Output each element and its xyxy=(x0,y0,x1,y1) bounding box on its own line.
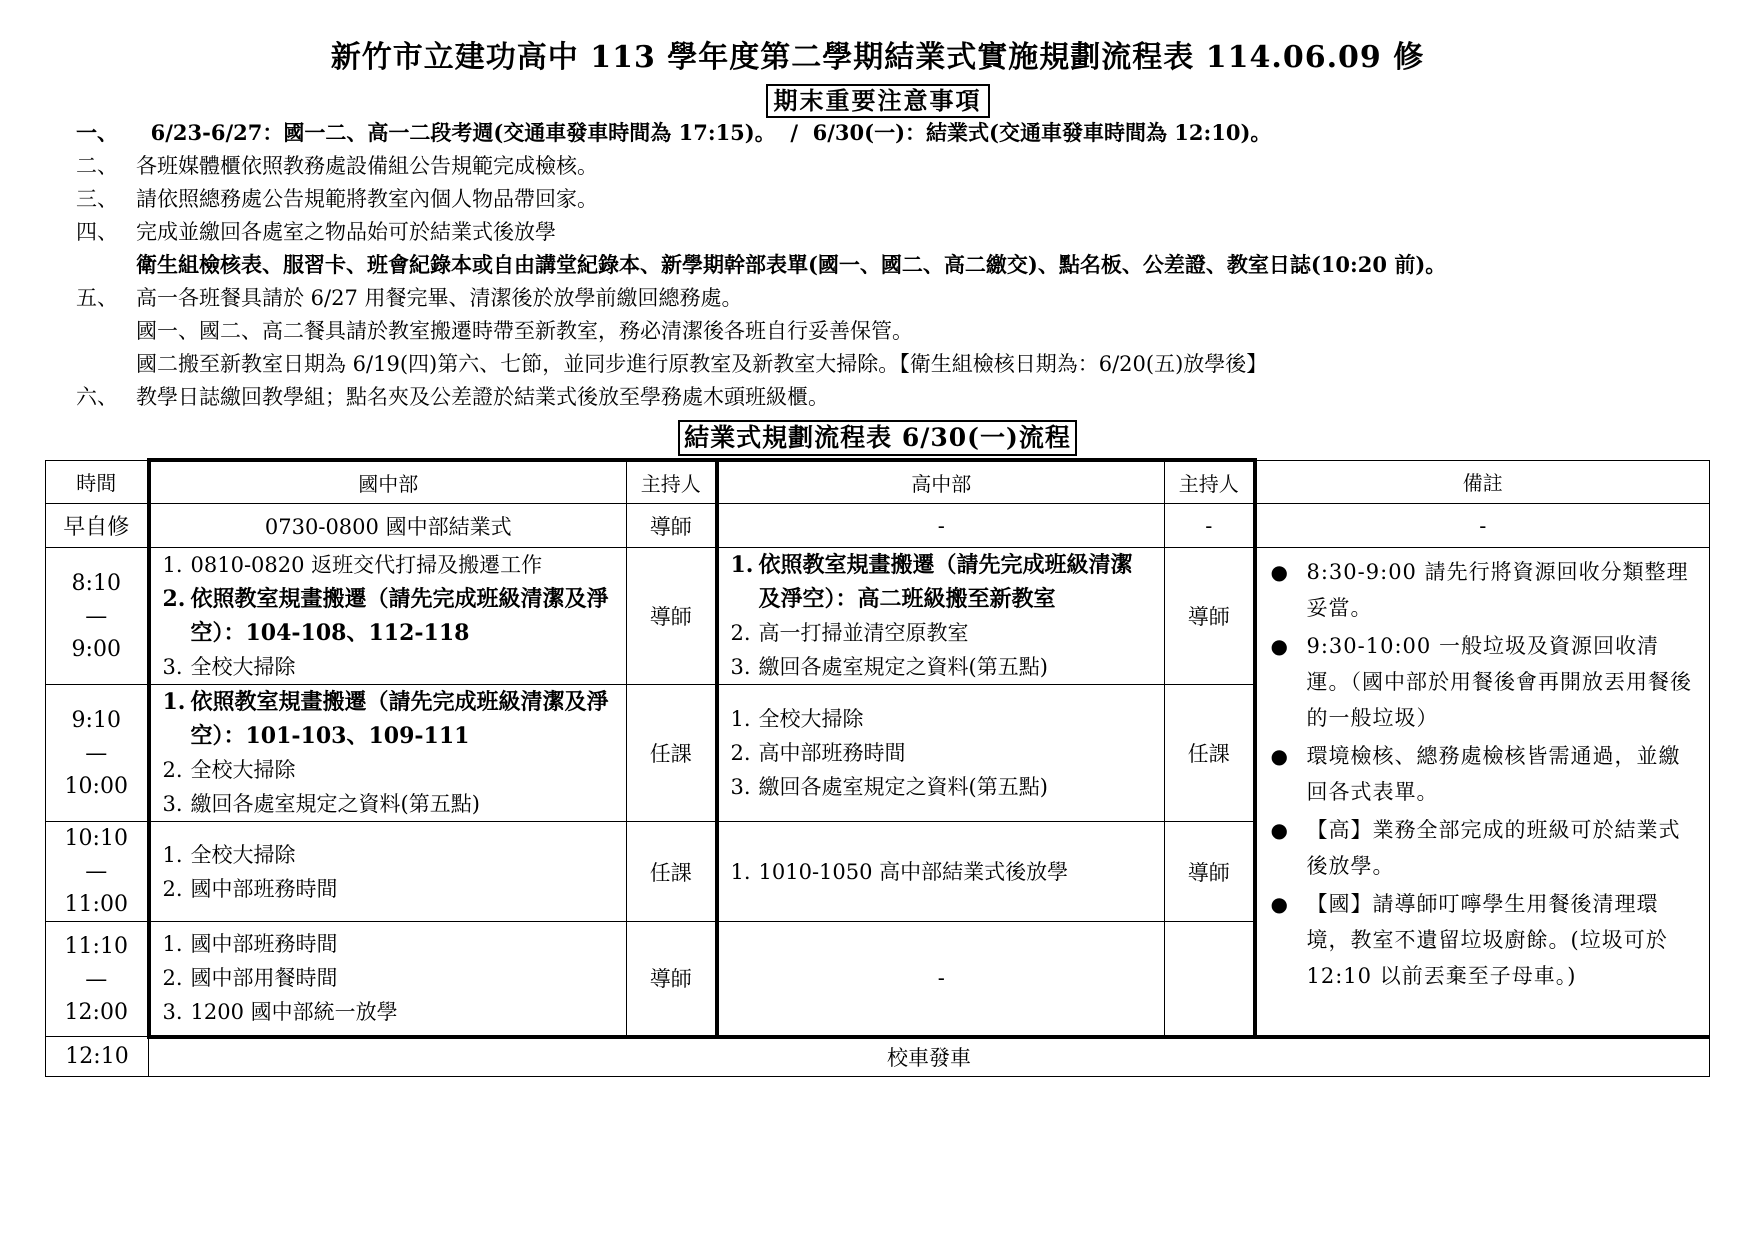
junior-cell: 0730-0800 國中部結業式 xyxy=(149,504,627,548)
bullet-icon: ● xyxy=(1270,560,1288,584)
bullet-icon: ● xyxy=(1270,634,1288,658)
note-4-detail: 衛生組檢核表、服習卡、班會紀錄本或自由講堂紀錄本、新學期幹部表單(國一、國二、高二繳交)、點名板、公差證、教室日誌(10:20 前)。 xyxy=(136,252,1447,277)
bus-departure-cell: 校車發車 xyxy=(149,1037,1710,1077)
bullet-icon: ● xyxy=(1270,744,1288,768)
list-item: 1. 全校大掃除 xyxy=(730,707,864,731)
host-cell: 導師 xyxy=(1165,822,1255,922)
header-senior: 高中部 xyxy=(717,460,1165,504)
time-cell: 8:10 — 9:00 xyxy=(46,548,149,685)
time-cell: 12:10 xyxy=(46,1037,149,1077)
notes-heading: 期末重要注意事項 xyxy=(766,84,990,118)
remarks-cell xyxy=(1255,548,1710,1037)
table-row xyxy=(46,504,1710,548)
senior-cell xyxy=(717,822,1165,922)
junior-cell xyxy=(149,922,627,1037)
list-item: 3. 全校大掃除 xyxy=(162,655,296,679)
note-5-detail-1: 國一、國二、高二餐具請於教室搬遷時帶至新教室，務必清潔後各班自行妥善保管。 xyxy=(136,319,913,343)
list-item: 1. 依照教室規畫搬遷（請先完成班級清潔及淨空）：高二班級搬至新教室 xyxy=(730,552,1133,612)
host-cell: 任課 xyxy=(1165,685,1255,822)
list-item: 3. 繳回各處室規定之資料(第五點) xyxy=(162,792,480,816)
junior-cell xyxy=(149,822,627,922)
time-cell: 11:10 — 12:00 xyxy=(46,922,149,1037)
list-item: 1. 0810-0820 返班交代打掃及搬遷工作 xyxy=(162,553,543,577)
bullet-icon: ● xyxy=(1270,818,1288,842)
senior-cell: - xyxy=(717,504,1165,548)
senior-cell: - xyxy=(717,922,1165,1037)
section-title: 結業式規劃流程表 6/30(一)流程 xyxy=(678,420,1077,456)
table-row xyxy=(46,548,1710,685)
remark-item: ● 【國】請導師叮嚀學生用餐後清理環境，教室不遺留垃圾廚餘。(垃圾可於 12:10 以前丟棄至子母車。) xyxy=(1271,886,1700,994)
senior-cell xyxy=(717,685,1165,822)
list-item: 2. 高中部班務時間 xyxy=(730,741,906,765)
host-cell: 導師 xyxy=(627,504,717,548)
host-cell: 導師 xyxy=(627,548,717,685)
note-5-detail-2: 國二搬至新教室日期為 6/19(四)第六、七節，並同步進行原教室及新教室大掃除。【衛生組檢核日期為：6/20(五)放學後】 xyxy=(136,352,1268,376)
senior-cell xyxy=(717,548,1165,685)
header-host: 主持人 xyxy=(1165,460,1255,504)
list-item: 3. 繳回各處室規定之資料(第五點) xyxy=(730,775,1048,799)
remark-item: ● 環境檢核、總務處檢核皆需通過，並繳回各式表單。 xyxy=(1271,738,1700,810)
page-title: 新竹市立建功高中 113 學年度第二學期結業式實施規劃流程表 114.06.09 修 xyxy=(330,40,1425,75)
note-1: 一、 6/23-6/27：國一二、高一二段考週(交通車發車時間為 17:15)。 / 6/30(一)：結業式(交通車發車時間為 12:10)。 xyxy=(76,120,1272,145)
remarks-cell: - xyxy=(1255,504,1710,548)
remarks-list xyxy=(1257,548,1710,1002)
remark-item: ● 9:30-10:00 一般垃圾及資源回收清運。（國中部於用餐後會再開放丟用餐後的一般垃圾） xyxy=(1271,628,1700,736)
remark-item: ● 8:30-9:00 請先行將資源回收分類整理妥當。 xyxy=(1271,554,1700,626)
list-item: 3. 繳回各處室規定之資料(第五點) xyxy=(730,655,1048,679)
table-header-row xyxy=(46,460,1710,504)
list-item: 2. 高一打掃並清空原教室 xyxy=(730,621,969,645)
schedule-table xyxy=(45,458,1710,1077)
list-item: 1. 依照教室規畫搬遷（請先完成班級清潔及淨空）：101-103、109-111 xyxy=(162,689,609,749)
host-cell: 任課 xyxy=(627,822,717,922)
list-item: 2. 國中部用餐時間 xyxy=(162,966,338,991)
time-cell: 10:10 — 11:00 xyxy=(46,822,149,922)
bullet-icon: ● xyxy=(1270,892,1288,916)
host-cell: - xyxy=(1165,504,1255,548)
junior-cell xyxy=(149,685,627,822)
list-item: 2. 全校大掃除 xyxy=(162,758,296,782)
header-time: 時間 xyxy=(46,460,149,504)
note-5: 五、 高一各班餐具請於 6/27 用餐完畢、清潔後於放學前繳回總務處。 xyxy=(76,286,743,310)
list-item: 1. 國中部班務時間 xyxy=(162,932,338,957)
list-item: 2. 依照教室規畫搬遷（請先完成班級清潔及淨空）：104-108、112-118 xyxy=(162,586,609,646)
list-item: 1. 1010-1050 高中部結業式後放學 xyxy=(730,859,1069,884)
header-host: 主持人 xyxy=(627,460,717,504)
list-item: 2. 國中部班務時間 xyxy=(162,876,338,901)
host-cell: 導師 xyxy=(627,922,717,1037)
note-2: 二、 各班媒體櫃依照教務處設備組公告規範完成檢核。 xyxy=(76,154,598,178)
host-cell: 導師 xyxy=(1165,548,1255,685)
list-item: 3. 1200 國中部統一放學 xyxy=(162,1000,398,1025)
note-6: 六、 教學日誌繳回教學組；點名夾及公差證於結業式後放至學務處木頭班級櫃。 xyxy=(76,385,829,409)
time-cell: 早自修 xyxy=(46,504,149,548)
remark-item: ● 【高】業務全部完成的班級可於結業式後放學。 xyxy=(1271,812,1700,884)
header-remarks: 備註 xyxy=(1255,460,1710,504)
junior-cell xyxy=(149,548,627,685)
host-cell xyxy=(1165,922,1255,1037)
list-item: 1. 全校大掃除 xyxy=(162,842,296,867)
header-junior: 國中部 xyxy=(149,460,627,504)
table-row xyxy=(46,1037,1710,1077)
note-3: 三、 請依照總務處公告規範將教室內個人物品帶回家。 xyxy=(76,187,598,211)
time-cell: 9:10 — 10:00 xyxy=(46,685,149,822)
host-cell: 任課 xyxy=(627,685,717,822)
note-4: 四、 完成並繳回各處室之物品始可於結業式後放學 xyxy=(76,220,556,244)
